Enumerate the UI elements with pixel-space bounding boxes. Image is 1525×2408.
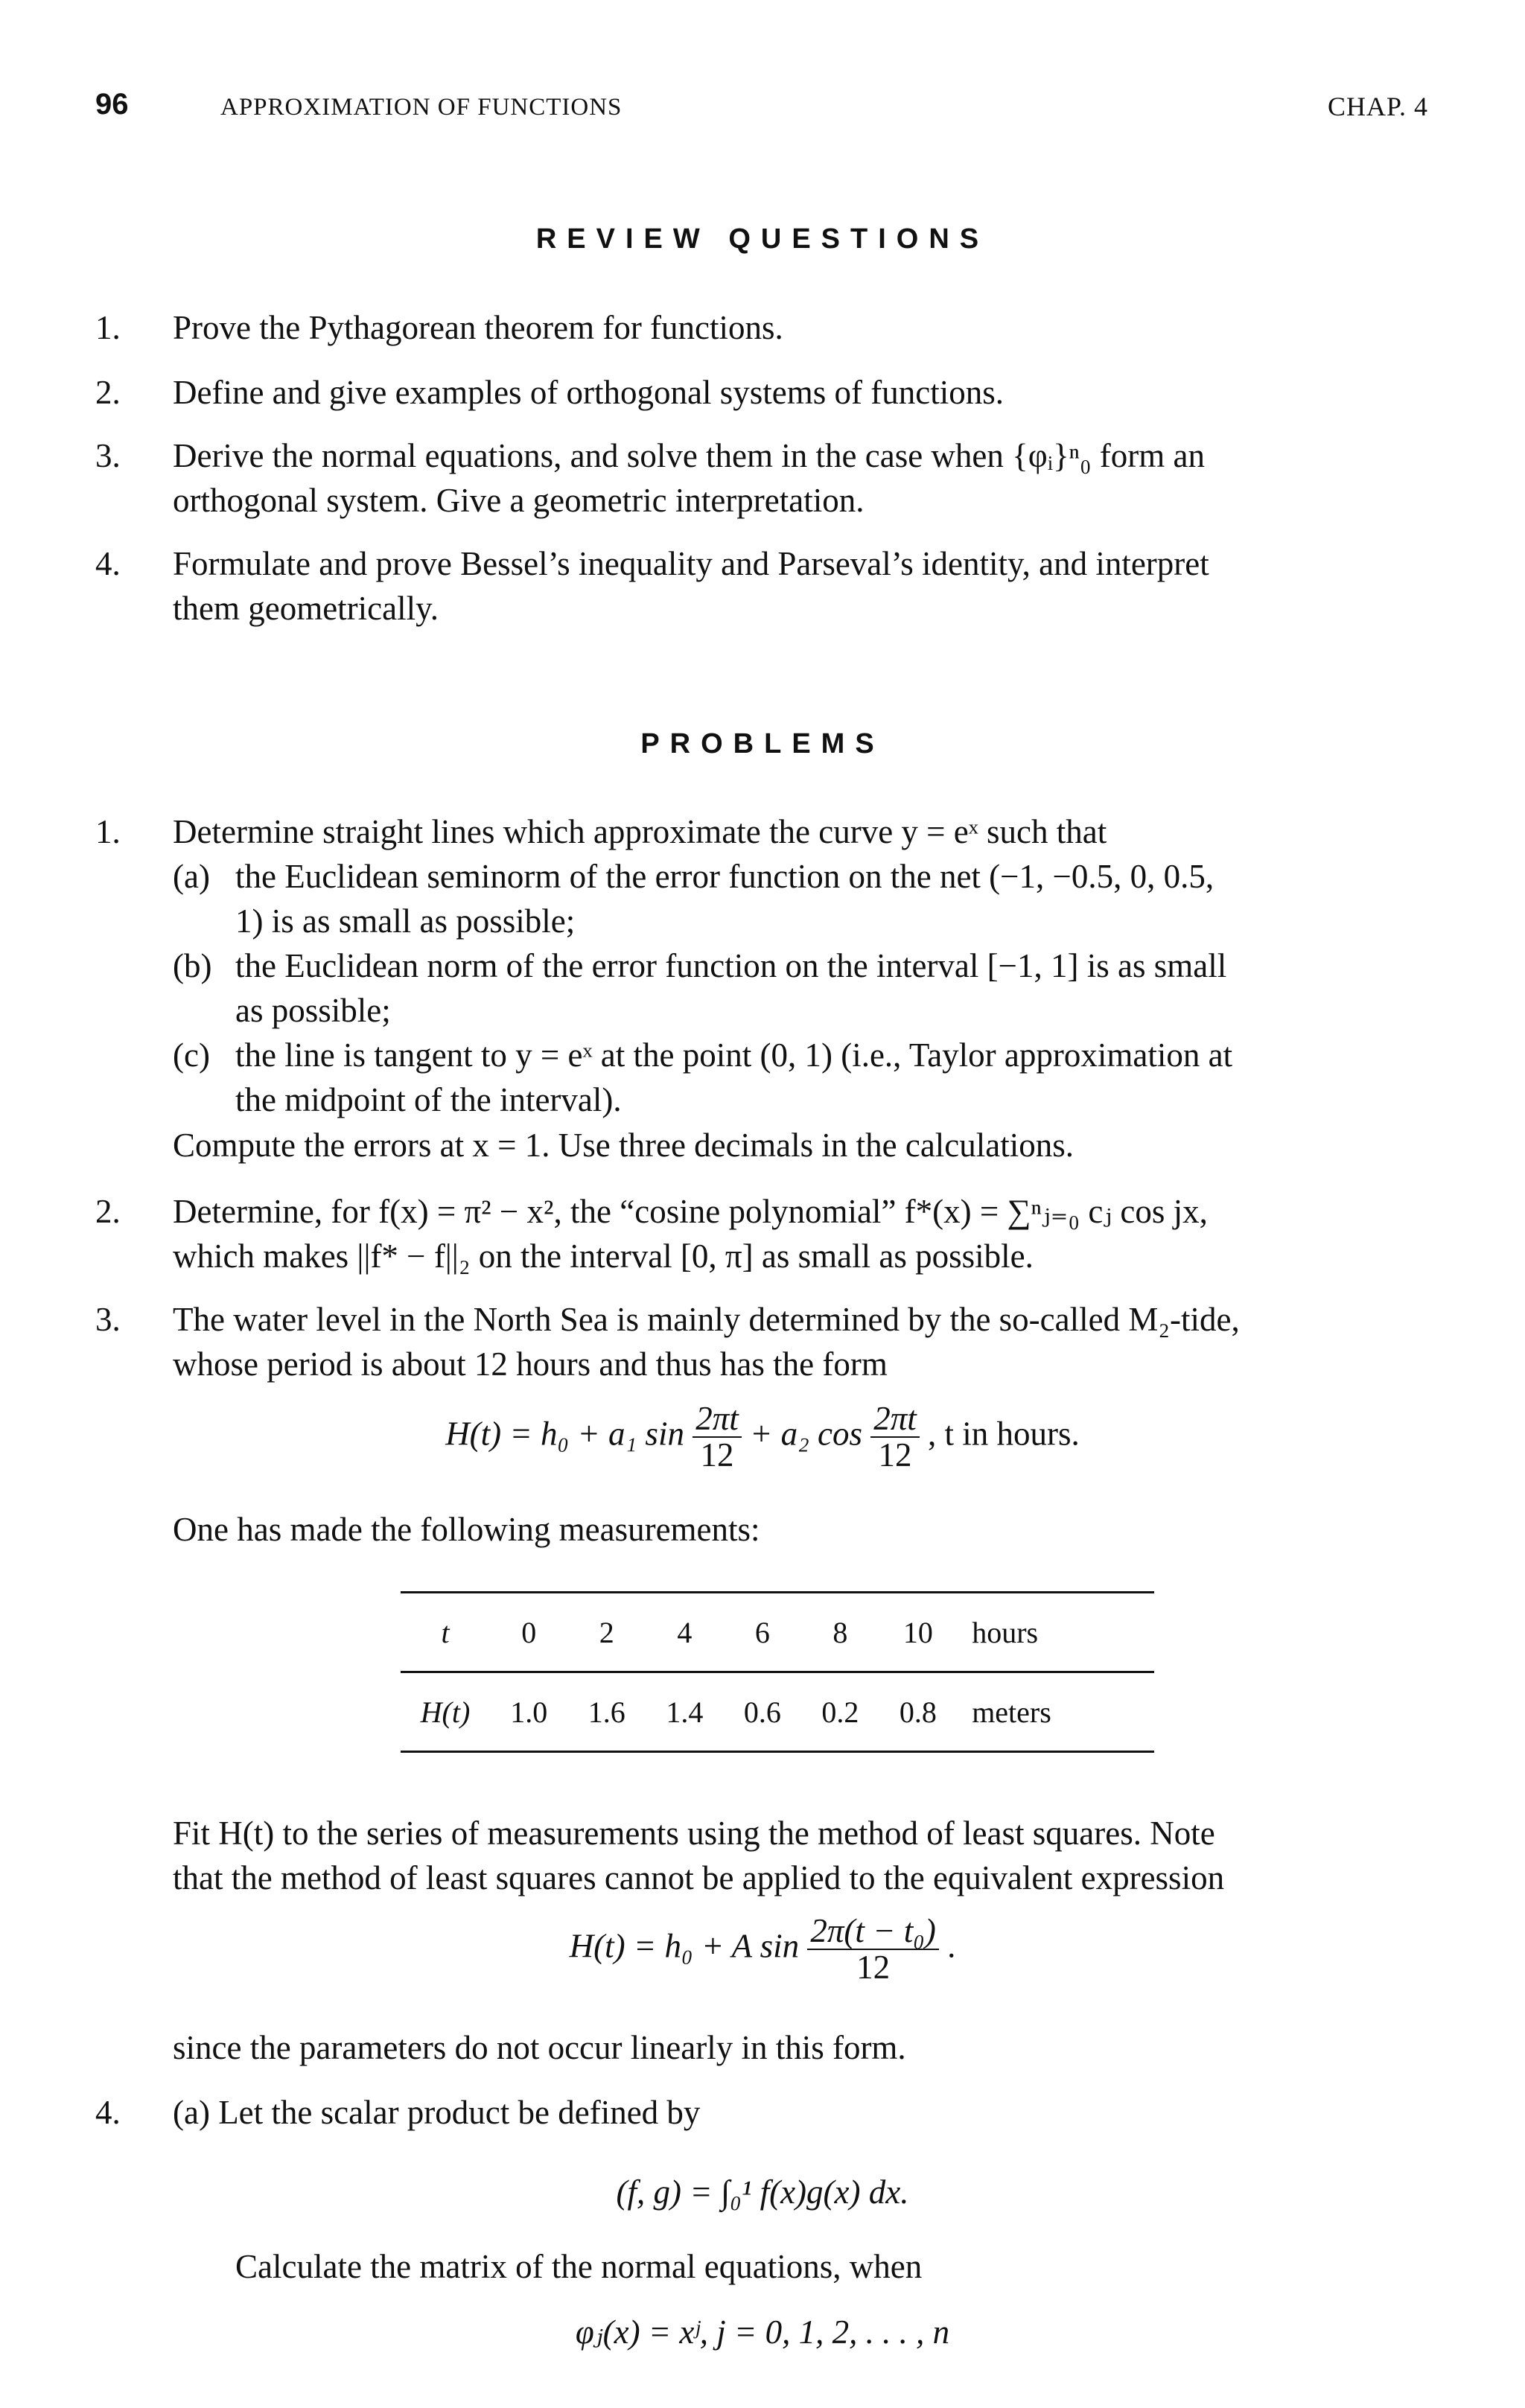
table-row-label: H(t)	[401, 1672, 490, 1752]
basis-formula: φⱼ(x) = xʲ, j = 0, 1, 2, . . . , n	[575, 2313, 950, 2351]
problem-text: One has made the following measurements:	[173, 1511, 760, 1548]
formula-mid: + a₂ cos	[750, 1415, 862, 1453]
formula-lhs: H(t) = h₀ + A sin	[569, 1927, 800, 1965]
table-cell: 1.0	[490, 1672, 568, 1752]
problem-number: 4.	[95, 2094, 121, 2131]
scalar-product-formula: (f, g) = ∫₀¹ f(x)g(x) dx.	[616, 2173, 909, 2211]
table-row	[401, 1672, 1154, 1752]
formula-lhs: H(t) = h₀ + a₁ sin	[445, 1415, 684, 1453]
review-item-number: 3.	[95, 437, 121, 474]
section-title: APPROXIMATION OF FUNCTIONS	[220, 94, 623, 121]
problem-text: The water level in the North Sea is mainly determined by the so-called M₂-tide,	[173, 1301, 1240, 1338]
problem-number: 1.	[95, 813, 121, 850]
problem-text: Calculate the matrix of the normal equations, when	[235, 2248, 923, 2285]
fraction-denominator: 12	[870, 1436, 920, 1473]
fraction	[693, 1401, 742, 1474]
table-cell: 10	[879, 1593, 958, 1672]
table-cell: 1.6	[568, 1672, 646, 1752]
table-unit: hours	[957, 1593, 1154, 1672]
fraction-numerator: 2πt	[873, 1400, 917, 1437]
problems-heading: PROBLEMS	[640, 728, 885, 759]
subpart-label: (a)	[173, 858, 210, 895]
table-unit: meters	[957, 1672, 1154, 1752]
problem-number: 3.	[95, 1301, 121, 1338]
chapter-tag: CHAP. 4	[1327, 92, 1428, 121]
formula-tail: .	[947, 1927, 956, 1965]
review-item-text: orthogonal system. Give a geometric interpretation.	[173, 482, 865, 519]
review-item-number: 4.	[95, 545, 121, 582]
table-cell: 2	[568, 1593, 646, 1672]
table-row-label: t	[401, 1593, 490, 1672]
table-cell: 0.8	[879, 1672, 958, 1752]
subpart-text: the Euclidean seminorm of the error function on the net (−1, −0.5, 0, 0.5,	[235, 858, 1214, 895]
problem-text: Compute the errors at x = 1. Use three decimals in the calculations.	[173, 1127, 1074, 1164]
table-cell: 0	[490, 1593, 568, 1672]
subpart-label: (b)	[173, 947, 212, 984]
page-number: 96	[95, 88, 129, 121]
problem-text: Fit H(t) to the series of measurements using the method of least squares. Note	[173, 1815, 1215, 1852]
problem-text: since the parameters do not occur linearly in this form.	[173, 2029, 906, 2066]
problem-text: which makes ||f* − f||₂ on the interval [0, π] as small as possible.	[173, 1238, 1034, 1275]
table-cell: 0.6	[724, 1672, 802, 1752]
review-item-text: Derive the normal equations, and solve them in the case when {φᵢ}ⁿ₀ form an	[173, 437, 1205, 474]
review-item-text: Prove the Pythagorean theorem for functions.	[173, 309, 783, 346]
equivalent-formula	[0, 1914, 1525, 1986]
fraction-numerator: 2πt	[695, 1400, 739, 1437]
review-item-text: Formulate and prove Bessel’s inequality and Parseval’s identity, and interpret	[173, 545, 1209, 582]
table-cell: 8	[801, 1593, 879, 1672]
review-questions-heading: REVIEW QUESTIONS	[535, 223, 990, 255]
subpart-text: the Euclidean norm of the error function on the interval [−1, 1] is as small	[235, 947, 1227, 984]
tide-formula	[0, 1401, 1525, 1474]
review-item-number: 2.	[95, 374, 121, 411]
problem-text: whose period is about 12 hours and thus has the form	[173, 1345, 888, 1383]
fraction-denominator: 12	[693, 1436, 742, 1473]
problem-text: that the method of least squares cannot be applied to the equivalent expression	[173, 1859, 1225, 1896]
running-head	[95, 88, 1428, 133]
fraction	[870, 1401, 920, 1474]
subpart-text: 1) is as small as possible;	[235, 902, 576, 940]
review-item-number: 1.	[95, 309, 121, 346]
problem-number: 2.	[95, 1193, 121, 1230]
table-row	[401, 1593, 1154, 1672]
fraction	[807, 1914, 939, 1986]
table-cell: 4	[646, 1593, 724, 1672]
review-item-text: Define and give examples of orthogonal systems of functions.	[173, 374, 1004, 411]
table-cell: 6	[724, 1593, 802, 1672]
measurement-table	[401, 1591, 1154, 1753]
problem-text: (a) Let the scalar product be defined by	[173, 2094, 701, 2131]
review-item-text: them geometrically.	[173, 590, 439, 627]
problem-text: Determine, for f(x) = π² − x², the “cosine polynomial” f*(x) = ∑ⁿⱼ₌₀ cⱼ cos jx,	[173, 1193, 1208, 1230]
subpart-text: the line is tangent to y = eˣ at the point (0, 1) (i.e., Taylor approximation at	[235, 1036, 1233, 1074]
fraction-numerator: 2π(t − t₀)	[810, 1912, 936, 1949]
subpart-text: as possible;	[235, 992, 391, 1029]
subpart-text: the midpoint of the interval).	[235, 1081, 622, 1118]
fraction-denominator: 12	[807, 1949, 939, 1985]
formula-tail: , t in hours.	[928, 1415, 1080, 1453]
subpart-label: (c)	[173, 1036, 210, 1074]
table-cell: 1.4	[646, 1672, 724, 1752]
problem-text: Determine straight lines which approximate the curve y = eˣ such that	[173, 813, 1107, 850]
table-cell: 0.2	[801, 1672, 879, 1752]
